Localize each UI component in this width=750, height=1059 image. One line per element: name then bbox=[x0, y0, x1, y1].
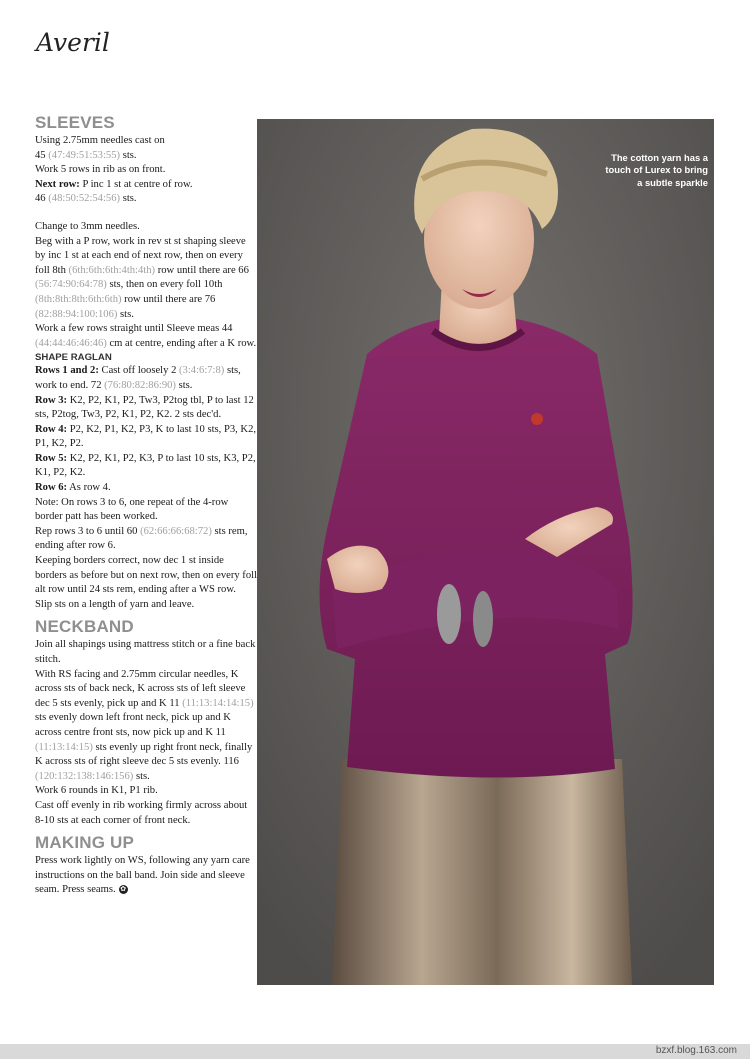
neckband-rib: Work 6 rounds in K1, P1 rib. bbox=[35, 785, 158, 797]
sleeves-next-row: Next row: P inc 1 st at centre of row. bbox=[35, 178, 193, 190]
sleeves-change-needles: Change to 3mm needles. bbox=[35, 220, 140, 232]
instructions-column bbox=[35, 112, 257, 898]
skirt bbox=[332, 759, 632, 985]
photo-caption: The cotton yarn has a touch of Lurex to bring a subtle sparkle bbox=[605, 152, 708, 188]
end-mark-icon: ✿ bbox=[120, 885, 127, 894]
raglan-slip: Slip sts on a length of yarn and leave. bbox=[35, 598, 195, 610]
subheading-shape-raglan: SHAPE RAGLAN bbox=[35, 352, 112, 364]
footer-watermark: bzxf.blog.163.com bbox=[655, 1045, 737, 1056]
sleeves-rib: Work 5 rows in rib as on front. bbox=[35, 164, 166, 176]
raglan-row-5: Row 5: K2, P2, K1, P2, K3, P to last 10 sts, K3, P2, K1, P2, K2. bbox=[35, 452, 256, 479]
section-heading-making-up: MAKING UP bbox=[35, 833, 135, 853]
neckband-cast-off: Cast off evenly in rib working firmly across about 8-10 sts at each corner of front neck. bbox=[35, 799, 248, 826]
model-illustration bbox=[257, 119, 714, 985]
sleeves-straight: Work a few rows straight until Sleeve meas 44 (44:44:46:46:46) cm at centre, ending after a K row. bbox=[35, 323, 257, 349]
sleeves-count: 46 (48:50:52:54:56) sts. bbox=[35, 193, 137, 205]
model-photo bbox=[257, 119, 714, 985]
making-up-text: Press work lightly on WS, following any yarn care instructions on the ball band. Join side and sleeve seam. Press seams. ✿ bbox=[35, 855, 250, 896]
raglan-row-6: Row 6: As row 4. bbox=[35, 482, 111, 494]
raglan-repeat: Rep rows 3 to 6 until 60 (62:66:66:68:72) sts rem, ending after row 6. bbox=[35, 525, 248, 552]
neckband-pick-up: With RS facing and 2.75mm circular needles, K across sts of back neck, K across sts of left sleeve dec 5 sts evenly, pick up and K 11 (11:13:14:14:15) sts evenly down left front neck, pick up and K across centre front sts, now pick up and K 11 (11:13:14:15) sts evenly up right front neck, finally K across sts of right sleeve dec 5 sts evenly. 116 (120:132:138:146:156) sts. bbox=[35, 668, 254, 782]
raglan-row-3: Row 3: K2, P2, K1, P2, Tw3, P2tog tbl, P to last 12 sts, P2tog, Tw3, P2, K1, P2, K2. 2 sts dec'd. bbox=[35, 394, 254, 421]
page-title: Averil bbox=[36, 28, 110, 57]
raglan-rows-1-2: Rows 1 and 2: Cast off loosely 2 (3:4:6:7:8) sts, work to end. 72 (76:80:82:86:90) sts. bbox=[35, 365, 241, 391]
neckband-join: Join all shapings using mattress stitch or a fine back stitch. bbox=[35, 639, 256, 665]
raglan-note: Note: On rows 3 to 6, one repeat of the 4-row border patt has been worked. bbox=[35, 496, 229, 523]
sweater bbox=[320, 314, 633, 778]
sleeves-cast-on: Using 2.75mm needles cast on 45 (47:49:51:53:55) sts. bbox=[35, 135, 165, 161]
footer-bar bbox=[0, 1044, 750, 1059]
section-heading-sleeves: SLEEVES bbox=[35, 113, 115, 132]
raglan-keep-borders: Keeping borders correct, now dec 1 st inside borders as before but on next row, then on every foll alt row until 24 sts rem, ending after a WS row. bbox=[35, 555, 258, 596]
section-heading-neckband: NECKBAND bbox=[35, 617, 134, 637]
raglan-row-4: Row 4: P2, K2, P1, K2, P3, K to last 10 sts, P3, K2, P1, K2, P2. bbox=[35, 423, 257, 450]
sleeves-shaping: Beg with a P row, work in rev st st shaping sleeve by inc 1 st at each end of next row, then on every foll 8th (6th:6th:6th:4th:4th) row until there are 66 (56:74:90:64:78) sts, then on every foll 10th (8th:8th:8th:6th:6th) row until there are 76 (82:88:94:100:106) sts. bbox=[35, 235, 249, 320]
